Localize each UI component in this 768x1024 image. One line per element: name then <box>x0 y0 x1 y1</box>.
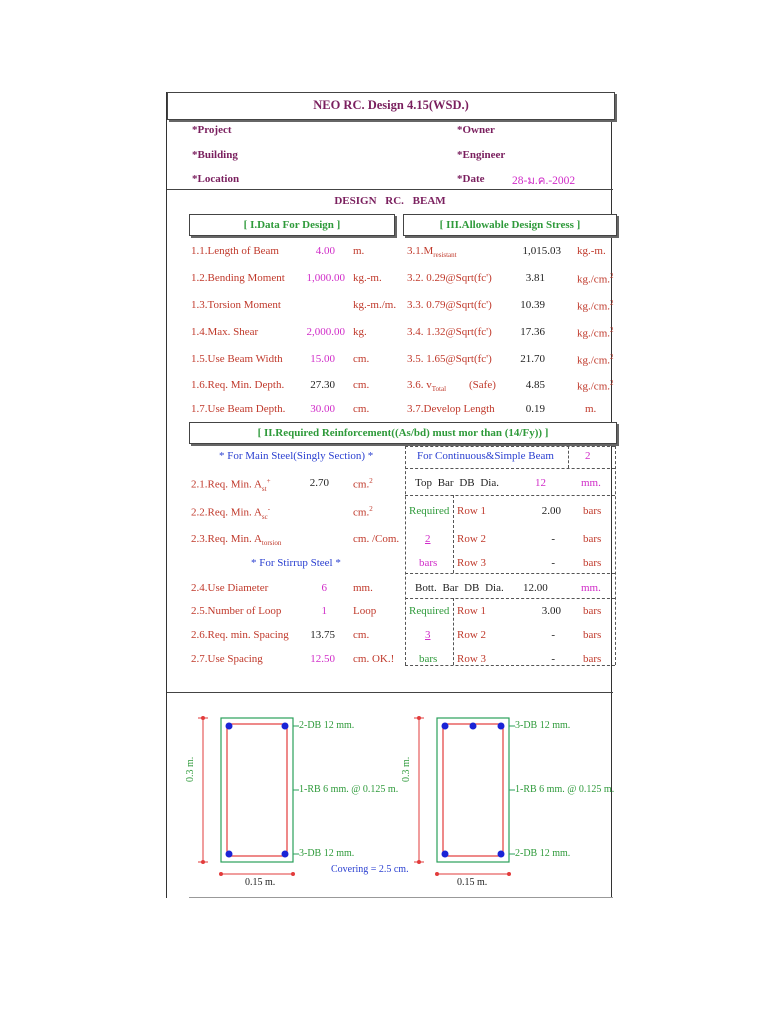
bott-bar-label: Bott. Bar DB Dia. <box>415 582 504 594</box>
stirrup-title: * For Stirrup Steel * <box>251 557 341 569</box>
bott-bar-unit: mm. <box>581 582 601 594</box>
beam-section-1 <box>198 716 299 876</box>
top-bar-unit: mm. <box>581 477 601 489</box>
s2-stirrup-value: 1 <box>321 605 327 617</box>
owner-label: *Owner <box>457 124 495 136</box>
page-title: NEO RC. Design 4.15(WSD.) <box>313 98 469 112</box>
top-count: 2 <box>425 533 431 545</box>
s3-note: (Safe) <box>469 379 496 391</box>
s2-value: 2.70 <box>309 477 329 489</box>
s2-unit: cm.$^2$ <box>353 505 373 519</box>
width-label-1: 0.15 m. <box>245 877 276 888</box>
continuous-label: For Continuous&Simple Beam <box>417 450 554 462</box>
top-row-value: - <box>551 557 555 569</box>
continuous-value: 2 <box>585 450 591 462</box>
s1-unit: kg. <box>353 326 367 338</box>
s1-label: 1.1.Length of Beam <box>191 245 279 257</box>
cont-box-mid <box>568 446 569 468</box>
cont-box-right <box>615 446 616 665</box>
engineer-label: *Engineer <box>457 149 506 161</box>
s1-value: 2,000.00 <box>306 326 345 338</box>
s3-unit: kg.-m. <box>577 245 606 257</box>
rebar <box>226 723 233 730</box>
s3-unit: kg./cm.$^2$ <box>577 299 614 313</box>
top-row-label: Row 1 <box>457 505 487 517</box>
bott-row-unit: bars <box>583 629 602 641</box>
s1-label: 1.2.Bending Moment <box>191 272 285 284</box>
bottom-label-2: 2-DB 12 mm. <box>515 848 571 859</box>
s1-value: 4.00 <box>315 245 335 257</box>
s2-stirrup-unit: cm. OK.! <box>353 653 395 665</box>
project-label: *Project <box>192 124 232 136</box>
section2-header <box>189 422 617 444</box>
main-steel-title: * For Main Steel(Singly Section) * <box>219 450 374 462</box>
s1-unit: kg.-m. <box>353 272 382 284</box>
s3-value: 3.81 <box>525 272 545 284</box>
width-label-2: 0.15 m. <box>457 877 488 888</box>
s1-label: 1.4.Max. Shear <box>191 326 259 338</box>
s1-value: 27.30 <box>310 379 335 391</box>
cont-box-left <box>405 446 406 665</box>
bott-row-unit: bars <box>583 605 602 617</box>
bott-bar-dia: 12.00 <box>523 582 548 594</box>
bott-inner-left <box>453 598 454 665</box>
s3-value: 4.85 <box>525 379 545 391</box>
s1-label: 1.3.Torsion Moment <box>191 299 281 311</box>
s2-stirrup-value: 13.75 <box>310 629 335 641</box>
bott-bars-word: bars <box>419 653 438 665</box>
s3-label: 3.5. 1.65@Sqrt(fc') <box>407 353 492 365</box>
section1-header <box>189 214 395 236</box>
s2-stirrup-value: 6 <box>321 582 327 594</box>
s3-label: 3.3. 0.79@Sqrt(fc') <box>407 299 492 311</box>
s2-stirrup-unit: Loop <box>353 605 377 617</box>
top-row-label: Row 3 <box>457 557 487 569</box>
top-row-label: Row 2 <box>457 533 487 545</box>
s3-value: 21.70 <box>520 353 545 365</box>
s1-unit: kg.-m./m. <box>353 299 397 311</box>
title-box <box>167 92 615 120</box>
s1-unit: cm. <box>353 353 370 365</box>
top-required: Required <box>409 505 450 517</box>
top-inner-left <box>453 495 454 573</box>
bott-count: 3 <box>425 629 431 641</box>
rebar <box>226 851 233 858</box>
rebar <box>470 723 477 730</box>
s1-value: 30.00 <box>310 403 335 415</box>
section3-title: [ III.Allowable Design Stress ] <box>439 219 581 231</box>
design-title: DESIGN RC. BEAM <box>334 195 446 207</box>
section1-title: [ I.Data For Design ] <box>243 219 341 231</box>
height-label-2: 0.3 m. <box>401 756 412 782</box>
design-sheet <box>166 92 615 898</box>
date-label: *Date <box>457 173 485 185</box>
s3-unit: kg./cm.$^2$ <box>577 353 614 367</box>
s3-unit: m. <box>585 403 597 415</box>
s3-unit: kg./cm.$^2$ <box>577 326 614 340</box>
top-bars-word: bars <box>419 557 438 569</box>
bott-row-value: - <box>551 653 555 665</box>
s2-stirrup-label: 2.4.Use Diameter <box>191 582 269 594</box>
section2-title: [ II.Required Reinforcement((As/bd) must mor than (14/Fy)) ] <box>257 427 549 439</box>
s3-label: $3.1.M_{resistant}$ <box>407 245 457 260</box>
s1-unit: cm. <box>353 379 370 391</box>
s3-label: 3.4. 1.32@Sqrt(fc') <box>407 326 492 338</box>
s1-label: 1.5.Use Beam Width <box>191 353 283 365</box>
s3-label: 3.6. $v_{Total}$ <box>407 379 447 394</box>
s3-label: 3.2. 0.29@Sqrt(fc') <box>407 272 492 284</box>
top-row-unit: bars <box>583 557 602 569</box>
top-row-value: - <box>551 533 555 545</box>
s2-stirrup-label: 2.7.Use Spacing <box>191 653 263 665</box>
s1-unit: cm. <box>353 403 370 415</box>
s1-label: 1.7.Use Beam Depth. <box>191 403 286 415</box>
location-label: *Location <box>192 173 240 185</box>
rebar <box>282 851 289 858</box>
s2-stirrup-unit: cm. <box>353 629 370 641</box>
bott-sep <box>405 598 615 599</box>
bott-row-label: Row 2 <box>457 629 487 641</box>
s2-stirrup-unit: mm. <box>353 582 373 594</box>
s3-unit: kg./cm.$^2$ <box>577 379 614 393</box>
rebar <box>442 851 449 858</box>
s1-value: 15.00 <box>310 353 335 365</box>
bott-sep-top <box>405 573 615 574</box>
s2-stirrup-value: 12.50 <box>310 653 335 665</box>
rebar <box>442 723 449 730</box>
bott-row-unit: bars <box>583 653 602 665</box>
divider <box>167 189 613 190</box>
s3-value: 17.36 <box>520 326 545 338</box>
top-bar-dia: 12 <box>535 477 546 489</box>
top-row-value: 2.00 <box>541 505 561 517</box>
section3-header <box>403 214 617 236</box>
stirrup-label-1: 1-RB 6 mm. @ 0.125 m. <box>299 784 399 795</box>
s3-label: 3.7.Develop Length <box>407 403 495 415</box>
s3-value: 10.39 <box>520 299 545 311</box>
top-label-1: 2-DB 12 mm. <box>299 720 355 731</box>
cont-box-bottom <box>405 665 615 666</box>
bottom-label-1: 3-DB 12 mm. <box>299 848 355 859</box>
date-value: 28-ม.ค.-2002 <box>512 175 576 187</box>
s2-label: 2.1.Req. Min. $A_{st}^+$ <box>191 477 271 493</box>
bott-row-value: 3.00 <box>541 605 561 617</box>
s2-unit: cm.$^2$ <box>353 477 373 491</box>
s3-value: 1,015.03 <box>522 245 561 257</box>
stirrup-label-2: 1-RB 6 mm. @ 0.125 m. <box>515 784 615 795</box>
covering-label: Covering = 2.5 cm. <box>331 864 409 875</box>
top-sep <box>405 495 615 496</box>
s2-unit: cm. /Com. <box>353 533 400 545</box>
bott-row-value: - <box>551 629 555 641</box>
rebar <box>282 723 289 730</box>
height-label-1: 0.3 m. <box>185 756 196 782</box>
bott-required: Required <box>409 605 450 617</box>
s2-label: 2.2.Req. Min. $A_{sc}^-$ <box>191 505 271 521</box>
s2-stirrup-label: 2.5.Number of Loop <box>191 605 282 617</box>
building-label: *Building <box>192 149 238 161</box>
diagram-divider <box>167 692 613 693</box>
s2-label: 2.3.Req. Min. $A_{torsion}$ <box>191 533 282 548</box>
s3-value: 0.19 <box>525 403 545 415</box>
cont-box-top <box>405 446 615 447</box>
top-label-2: 3-DB 12 mm. <box>515 720 571 731</box>
bott-row-label: Row 1 <box>457 605 487 617</box>
cont-box-sep <box>405 468 615 469</box>
top-row-unit: bars <box>583 533 602 545</box>
top-bar-label: Top Bar DB Dia. <box>415 477 499 489</box>
s1-value: 1,000.00 <box>306 272 345 284</box>
rebar <box>498 723 505 730</box>
top-row-unit: bars <box>583 505 602 517</box>
bott-row-label: Row 3 <box>457 653 487 665</box>
bottom-line <box>189 897 613 898</box>
rebar <box>498 851 505 858</box>
s1-unit: m. <box>353 245 365 257</box>
s1-label: 1.6.Req. Min. Depth. <box>191 379 285 391</box>
s3-unit: kg./cm.$^2$ <box>577 272 614 286</box>
beam-section-2 <box>414 716 515 876</box>
s2-stirrup-label: 2.6.Req. min. Spacing <box>191 629 289 641</box>
